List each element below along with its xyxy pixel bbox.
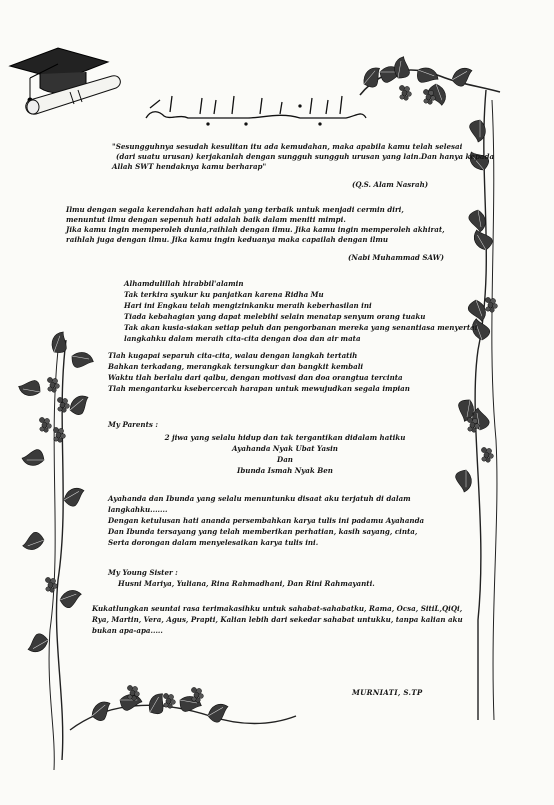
dedication-line: langkahku....... (108, 505, 168, 514)
hadith-line: menuntut ilmu dengan sepenuh hati adalah baik dalam meniti mimpi. (66, 215, 346, 224)
ideals-paragraph (108, 350, 410, 394)
gratitude-line: langkahku dalam meraih cita-cita dengan doa dan air mata (124, 334, 361, 343)
dedication-line: Dengan ketulusan hati ananda persembahkan karya tulis ini padamu Ayahanda (108, 516, 425, 525)
ideals-line: Bahkan terkadang, merangkak tersungkur dan bangkit kembali (108, 362, 364, 371)
hadith-line: raihlah juga dengan ilmu. Jika kamu ingin keduanya maka capailah dengan ilmu (66, 235, 388, 244)
quote-line: (dari suatu urusan) kerjakanlah dengan sungguh sungguh urusan yang lain.Dan hanya kepada (116, 152, 495, 161)
gratitude-line: Tak terkira syukur ku panjatkan karena Ridha Mu (124, 290, 324, 299)
author-signature: MURNIATI, S.TP (352, 688, 423, 697)
gratitude-line: Alhamdulillah hirabbil'alamin (124, 279, 244, 288)
friends-line: bukan apa-apa..... (92, 626, 163, 635)
grape-vine-ornament (359, 55, 500, 107)
dedication-line: Dan Ibunda tersayang yang telah memberikan perhatian, kasih sayang, cinta, (108, 527, 418, 536)
quote-line: "Sesungguhnya sesudah kesulitan itu ada kemudahan, maka apabila kamu telah selesai (112, 142, 463, 151)
hadith-source: (Nabi Muhammad SAW) (348, 253, 444, 262)
quran-quote (112, 142, 494, 172)
dedication-paragraph (108, 493, 424, 548)
sisters-heading: My Young Sister : (108, 568, 178, 577)
ideals-line: Tlah kugapai separuh cita-cita, walau dengan langkah tertatih (108, 351, 358, 360)
dedication-line: Ayahanda dan Ibunda yang selalu menuntunku disaat aku terjatuh di dalam (108, 494, 411, 503)
bismillah-calligraphy (146, 96, 366, 125)
quote-line: Allah SWT hendaknya kamu berharap" (112, 162, 267, 171)
ideals-line: Waktu tlah berlalu dari qalbu, dengan motivasi dan doa orangtua tercinta (108, 373, 403, 382)
parents-and: Dan (277, 455, 293, 464)
ideals-line: Tlah mengantarku ksebercercah harapan untuk mewujudkan segala impian (108, 384, 410, 393)
gratitude-line: Tiada kebahagian yang dapat melebihi selain menatap senyum orang tuaku (124, 312, 426, 321)
gratitude-line: Tak akan kusia-siakan setiap peluh dan pengorbanan mereka yang senantiasa menyertai (124, 323, 478, 332)
hadith-line: Jika kamu ingin memperoleh dunia,raihlah dengan ilmu. Jika kamu ingin memperoleh akhirat, (66, 225, 445, 234)
sisters-names: Husni Mariya, Yuliana, Rina Rahmadhani, Dan Rini Rahmayanti. (118, 579, 375, 588)
friends-paragraph (92, 603, 463, 636)
mother-name: Ibunda Ismah Nyak Ben (237, 466, 333, 475)
parents-heading: My Parents : (108, 420, 158, 429)
quote-source: (Q.S. Alam Nasrah) (352, 180, 429, 189)
friends-line: Kukatlungkan seuntai rasa terimakasihku untuk sahabat-sahabatku, Rama, Ocsa, SitiL,QiQi, (92, 604, 463, 613)
grape-vine-ornament (17, 329, 95, 770)
dedication-line: Serta dorongan dalam menyelesaikan karya tulis ini. (108, 538, 319, 547)
gratitude-line: Hari ini Engkau telah mengizinkanku meraih keberhasilan ini (124, 301, 372, 310)
father-name: Ayahanda Nyak Ubat Yasin (232, 444, 338, 453)
parents-intro: 2 jiwa yang selalu hidup dan tak tergantikan didalam hatiku (164, 433, 406, 442)
friends-line: Rya, Martin, Vera, Agus, Prapti, Kalian lebih dari sekedar sahabat untukku, tanpa kalian aku (92, 615, 463, 624)
grape-vine-ornament (70, 685, 296, 730)
hadith-quote (66, 205, 445, 245)
gratitude-paragraph (124, 278, 477, 344)
parents-block (160, 432, 410, 476)
hadith-line: Ilmu dengan segala kerendahan hati adalah yang terbaik untuk menjadi cermin diri, (66, 205, 404, 214)
